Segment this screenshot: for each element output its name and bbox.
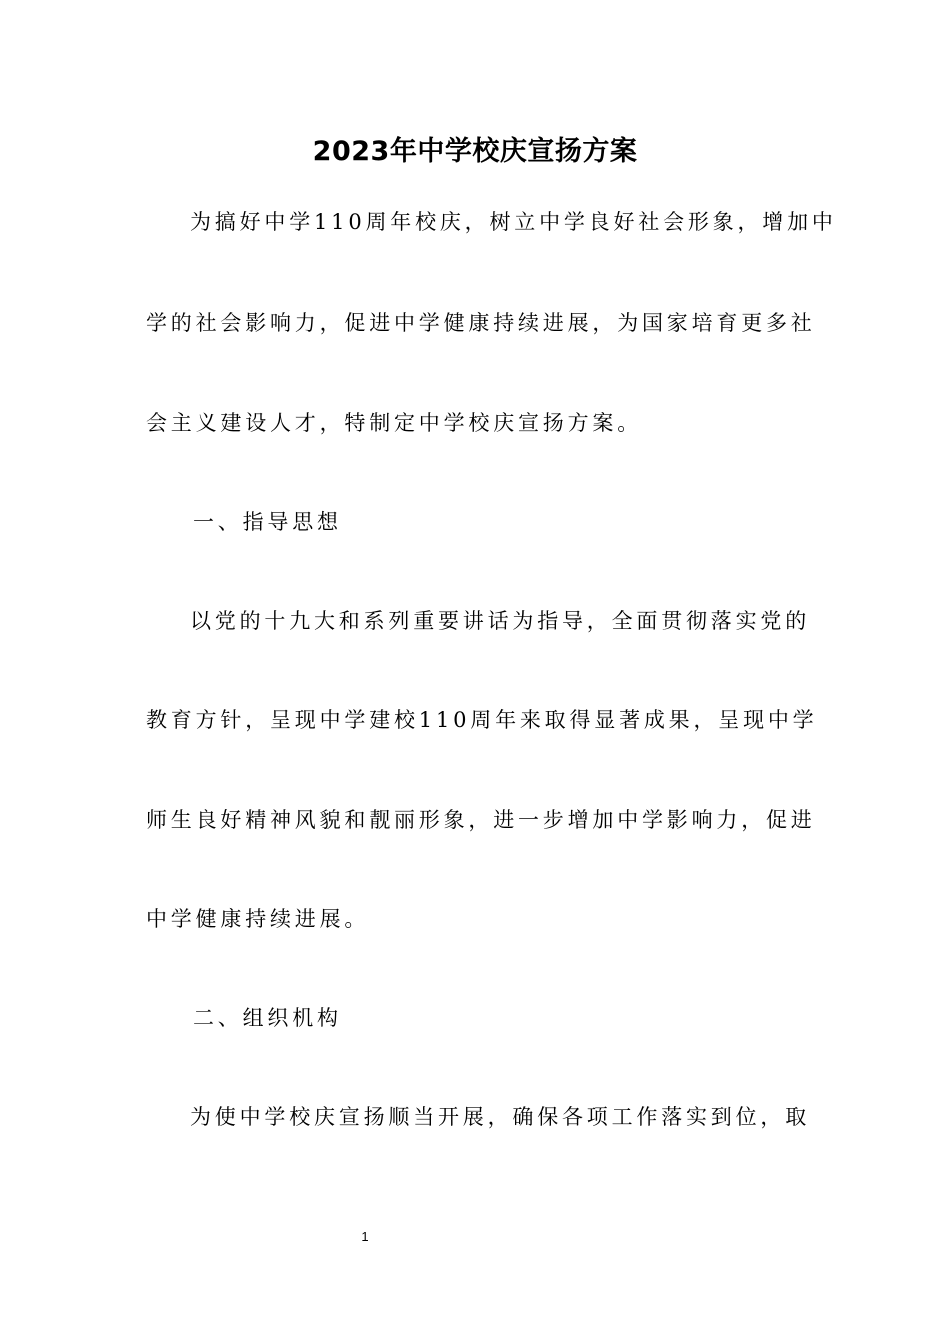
section-1-line-4: 中学健康持续进展。 [146, 907, 370, 931]
section-1-line-1: 以党的十九大和系列重要讲话为指导，全面贯彻落实党的 [190, 609, 810, 633]
intro-line-2: 学的社会影响力，促进中学健康持续进展，为国家培育更多社 [146, 311, 816, 335]
page-number: 1 [361, 1229, 369, 1244]
section-1-heading: 一、指导思想 [193, 510, 342, 534]
intro-line-1: 为搞好中学110周年校庆，树立中学良好社会形象，增加中 [190, 210, 837, 234]
document-title: 2023年中学校庆宣扬方案 [312, 136, 638, 167]
section-1-line-3: 师生良好精神风貌和靓丽形象，进一步增加中学影响力，促进 [146, 808, 816, 832]
section-1-line-2: 教育方针，呈现中学建校110周年来取得显著成果，呈现中学 [146, 708, 818, 732]
section-2-heading: 二、组织机构 [193, 1006, 342, 1030]
intro-line-3: 会主义建设人才，特制定中学校庆宣扬方案。 [146, 411, 642, 435]
section-2-line-1: 为使中学校庆宣扬顺当开展，确保各项工作落实到位，取 [190, 1105, 810, 1129]
